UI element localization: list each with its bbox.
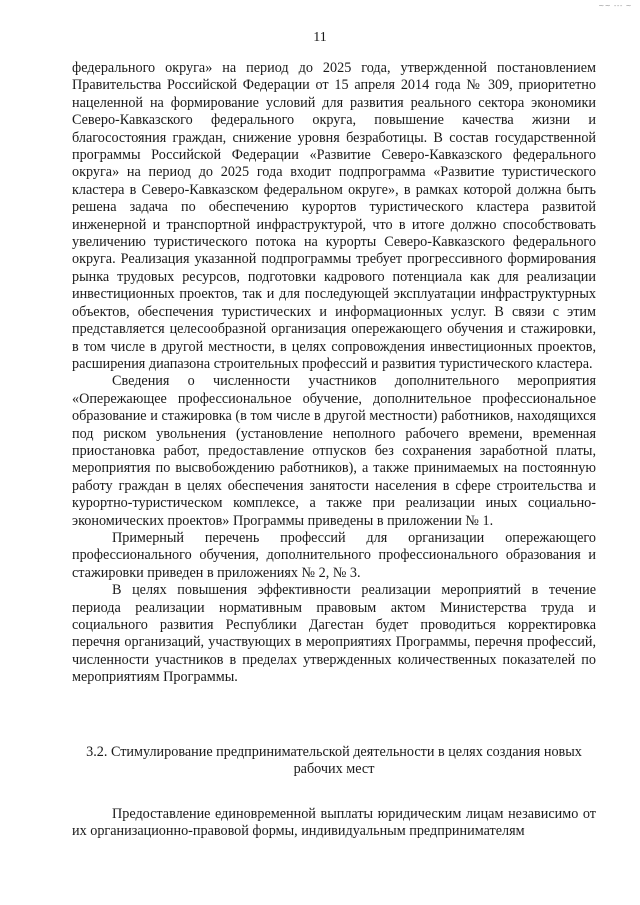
section-heading: 3.2. Стимулирование предпринимательской деятельности в целях создания новых рабочих мест (86, 744, 582, 778)
paragraph-5: Предоставление единовременной выплаты юридическим лицам независимо от их организационно-правовой формы, индивидуальным предпринимателям (72, 806, 596, 840)
final-text (72, 806, 596, 841)
page-number: 11 (313, 30, 327, 45)
corner-scan-mark: ~~ --- ~ (598, 2, 632, 10)
paragraph-1: федерального округа» на период до 2025 года, утвержденной постановлением Правительства Российской Федерации от 15 апреля 2014 года № 309, приоритетно нацеленной на формирование условий для развития реального сектора экономики Северо-Кавказского федерального округа, повышение качества жизни и благосостояния граждан, снижение уровня безработицы. В состав государственной программы Российской Федерации «Развитие Северо-Кавказского федерального округа» на период до 2025 года входит подпрограмма «Развитие туристического кластера в Северо-Кавказском федеральном округе», в рамках которой должна быть решена задача по обеспечению курортов туристического кластера развитой инженерной и транспортной инфраструктурой, что в итоге должно способствовать увеличению туристического потока на курорты Северо-Кавказского федерального округа. Реализация указанной подпрограммы требует прогрессивного формирования рынка трудовых ресурсов, подготовки кадрового потенциала как для реализации инвестиционных проектов, так и для последующей эксплуатации инфраструктурных объектов, обеспечения туристических и информационных услуг. В связи с этим представляется целесообразной организация опережающего обучения и стажировки, в том числе в другой местности, в целях сопровождения инвестиционных проектов, расширения диапазона строительных профессий и развития туристического кластера. (72, 60, 596, 372)
paragraph-3: Примерный перечень профессий для организации опережающего профессионального обучения, дополнительного профессионального образования и стажировки приведен в приложениях № 2, № 3. (72, 529, 596, 581)
paragraph-2: Сведения о численности участников дополнительного мероприятия «Опережающее профессиональное обучение, дополнительное профессиональное образование и стажировка (в том числе в другой местности) работников, находящихся под риском увольнения (установление неполного рабочего времени, временная приостановка работ, предоставление отпусков без сохранения заработной платы, мероприятия по высвобождению работников), а также принимаемых на постоянную работу граждан в целях обеспечения занятости населения в сфере строительства и курортно-туристическом комплексе, а также при реализации иных социально-экономических проектов» Программы приведены в приложении № 1. (72, 373, 596, 529)
body-text (72, 60, 596, 687)
paragraph-4: В целях повышения эффективности реализации мероприятий в течение периода реализации нормативным правовым актом Министерства труда и социального развития Республики Дагестан будет проводиться корректировка перечня организаций, участвующих в мероприятиях Программы, перечня профессий, численности участников в пределах утвержденных количественных показателей по мероприятиям Программы. (72, 582, 596, 686)
